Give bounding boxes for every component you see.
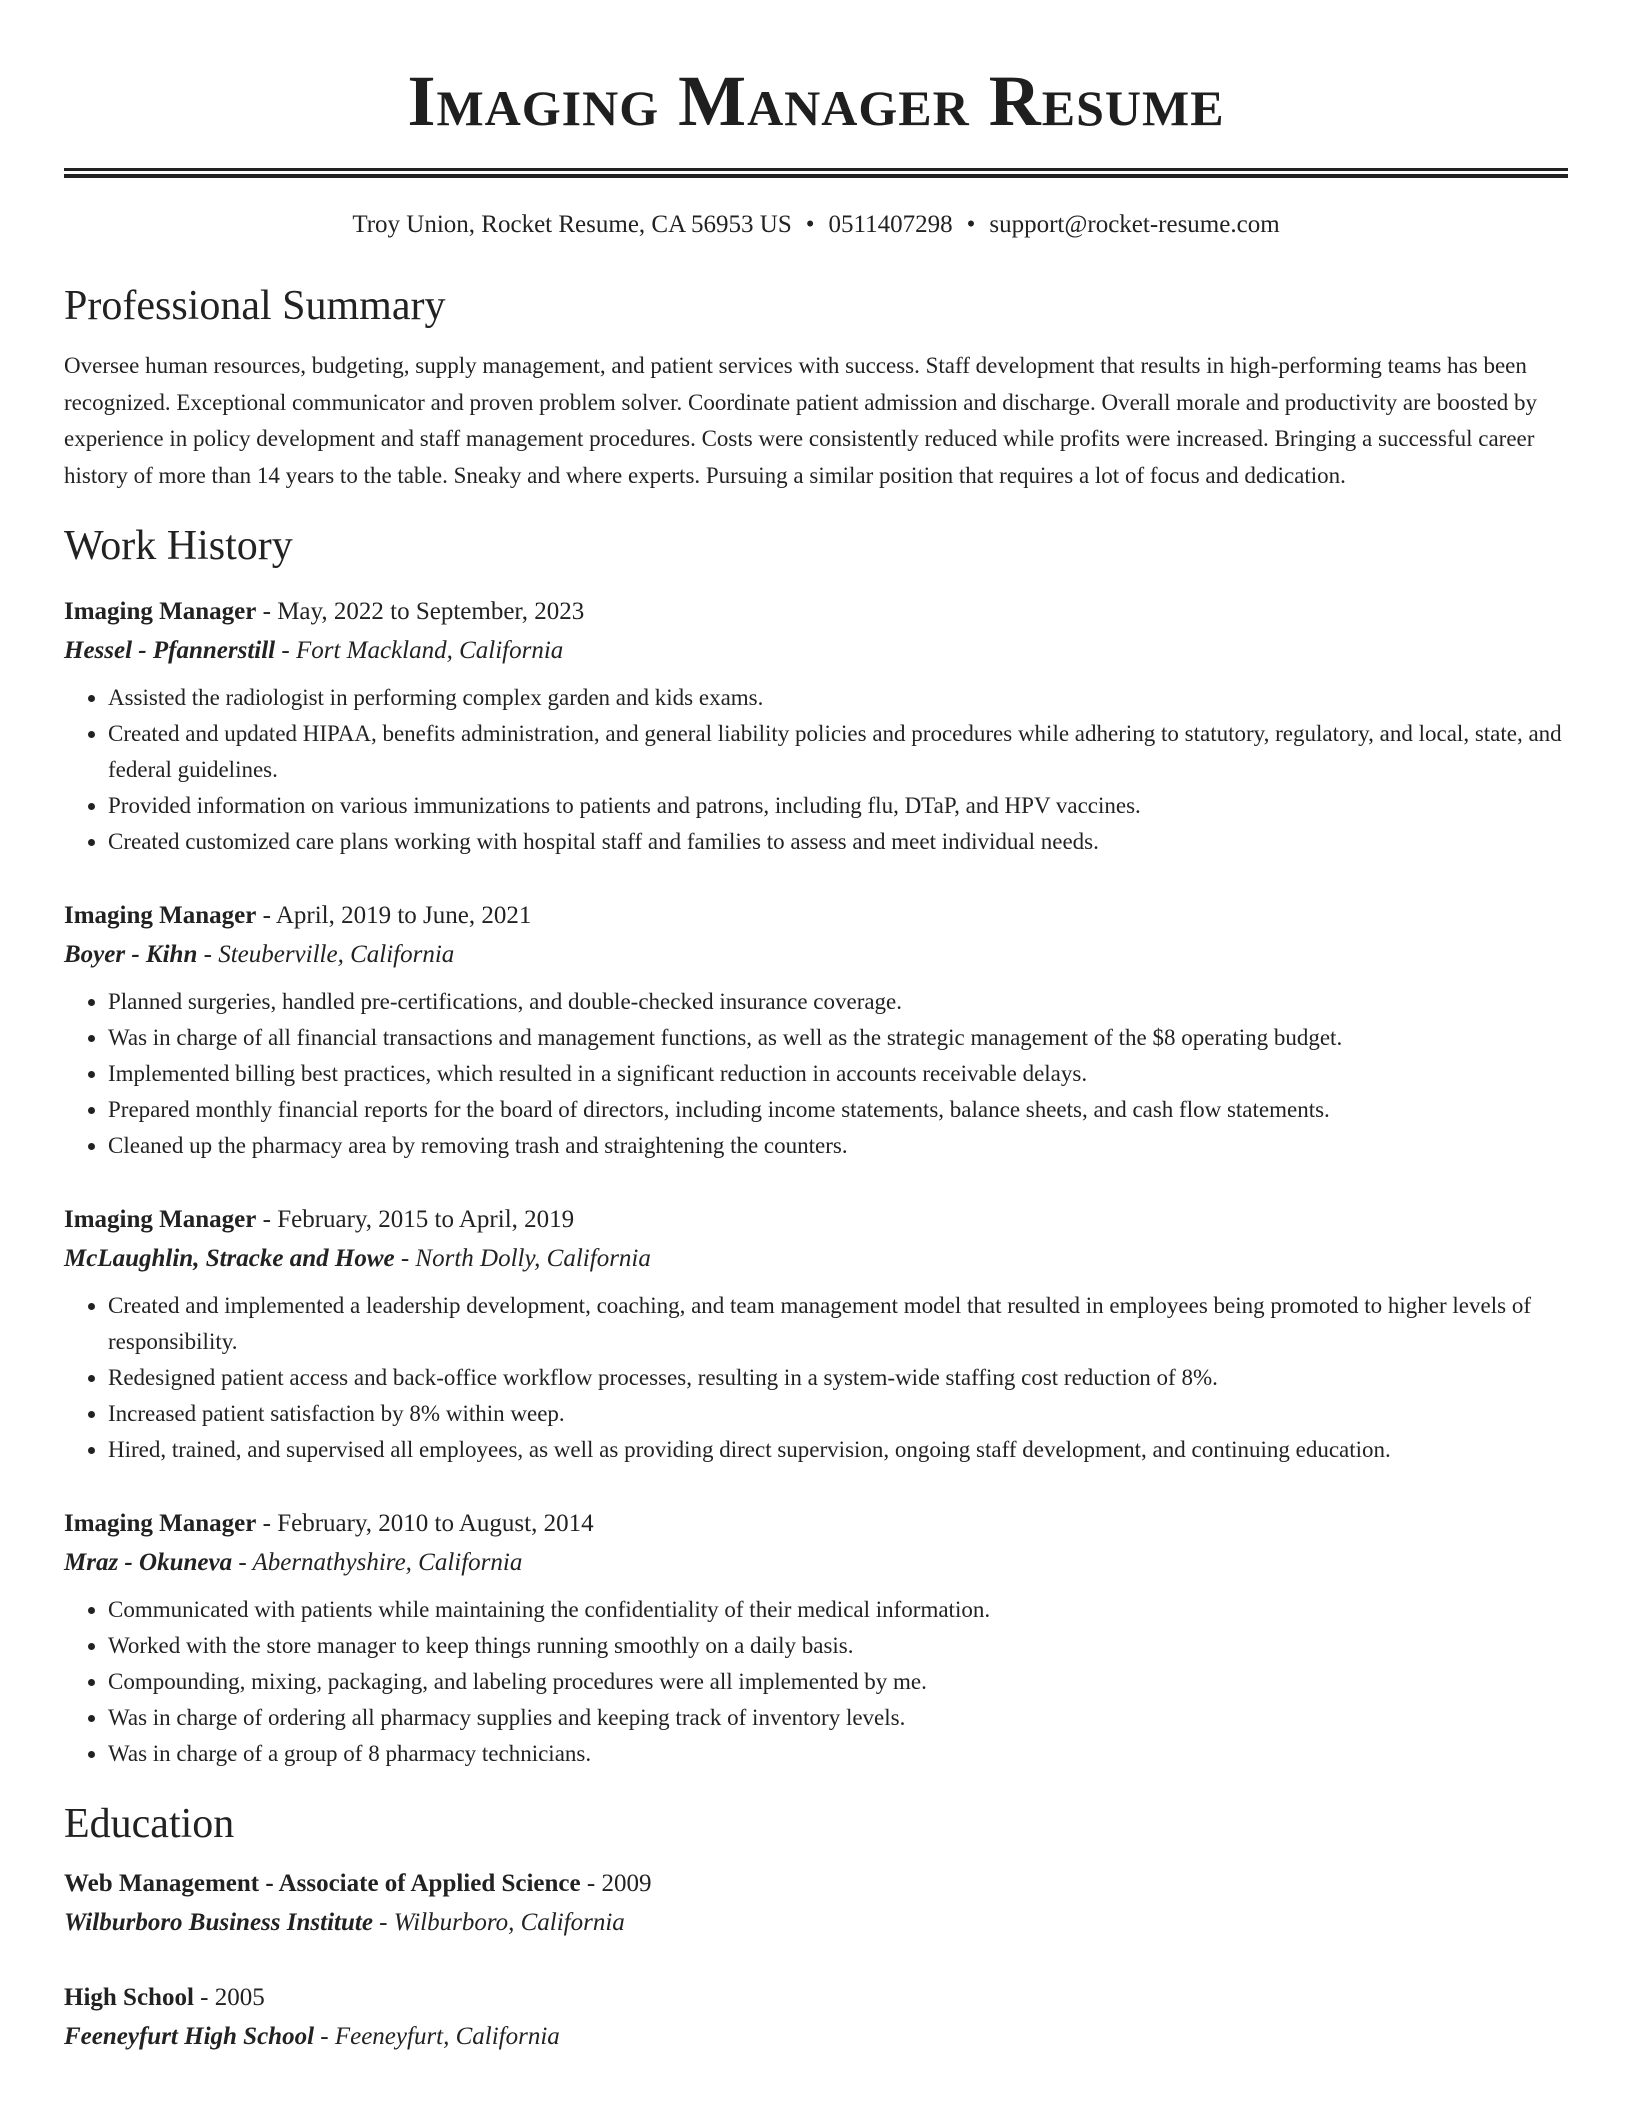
education-school-line: Wilburboro Business Institute - Wilburboro, California	[64, 1909, 625, 1936]
job-title: Imaging Manager	[64, 598, 257, 625]
section-heading-work-history: Work History	[64, 523, 293, 569]
contact-separator: •	[966, 211, 976, 238]
job-company-line: Mraz - Okuneva - Abernathyshire, California	[64, 1549, 523, 1576]
job-entry	[64, 896, 1568, 1164]
job-bullet: • Hired, trained, and supervised all employees, as well as providing direct supervision, ongoing staff development, and continuing education.	[108, 1432, 1568, 1468]
education-degree: Web Management - Associate of Applied Science	[64, 1870, 581, 1897]
job-bullet: • Created and updated HIPAA, benefits administration, and general liability policies and procedures while adhering to statutory, regulatory, and local, state, and federal guidelines.	[108, 716, 1568, 788]
section-heading-summary: Professional Summary	[64, 283, 446, 329]
job-bullets	[64, 984, 1568, 1164]
job-bullet: • Was in charge of a group of 8 pharmacy technicians.	[108, 1736, 1568, 1772]
title-divider	[64, 168, 1568, 178]
education-year: 2009	[601, 1870, 652, 1897]
job-dates: May, 2022 to September, 2023	[277, 598, 585, 625]
education-school-line: Feeneyfurt High School - Feeneyfurt, California	[64, 2023, 560, 2050]
education-school: Feeneyfurt High School	[64, 2023, 315, 2050]
contact-separator: •	[805, 211, 815, 238]
job-bullet: • Increased patient satisfaction by 8% within weep.	[108, 1396, 1568, 1432]
job-company: Hessel - Pfannerstill	[64, 637, 276, 664]
job-company: Mraz - Okuneva	[64, 1549, 233, 1576]
education-location: Feeneyfurt, California	[334, 2023, 560, 2050]
job-bullets	[64, 1288, 1568, 1468]
education-location: Wilburboro, California	[393, 1909, 625, 1936]
education-degree-line: Web Management - Associate of Applied Science - 2009	[64, 1870, 652, 1897]
job-company-line: Hessel - Pfannerstill - Fort Mackland, California	[64, 637, 564, 664]
resume-content	[64, 0, 1568, 2056]
job-bullet: • Implemented billing best practices, which resulted in a significant reduction in accounts receivable delays.	[108, 1056, 1568, 1092]
job-entry	[64, 1504, 1568, 1772]
section-heading-education: Education	[64, 1801, 235, 1847]
contact-address: Troy Union, Rocket Resume, CA 56953 US	[352, 211, 792, 238]
education-degree-line: High School - 2005	[64, 1984, 265, 2011]
job-dates: February, 2010 to August, 2014	[277, 1510, 594, 1537]
job-bullet: • Created and implemented a leadership development, coaching, and team management model that resulted in employees being promoted to higher levels of responsibility.	[108, 1288, 1568, 1360]
job-title-line: Imaging Manager - February, 2010 to August, 2014	[64, 1510, 594, 1537]
job-location: Steuberville, California	[218, 941, 455, 968]
job-bullet: • Created customized care plans working with hospital staff and families to assess and meet individual needs.	[108, 824, 1568, 860]
education-school: Wilburboro Business Institute	[64, 1909, 373, 1936]
job-bullet: • Worked with the store manager to keep things running smoothly on a daily basis.	[108, 1628, 1568, 1664]
job-entry	[64, 592, 1568, 860]
education-entry	[64, 1864, 1568, 1942]
job-company-line: McLaughlin, Stracke and Howe - North Dolly, California	[64, 1245, 651, 1272]
summary-text: Oversee human resources, budgeting, supply management, and patient services with success. Staff development that results in high-performing teams has been recognized. Exceptional communicator and proven problem solver. Coordinate patient admission and discharge. Overall morale and productivity are boosted by experience in policy development and staff management procedures. Costs were consistently reduced while profits were increased. Bringing a successful career history of more than 14 years to the table. Sneaky and where experts. Pursuing a similar position that requires a lot of focus and dedication.	[64, 353, 1538, 488]
job-title-line: Imaging Manager - February, 2015 to April, 2019	[64, 1206, 575, 1233]
job-bullet: • Cleaned up the pharmacy area by removing trash and straightening the counters.	[108, 1128, 1568, 1164]
job-bullet: • Communicated with patients while maintaining the confidentiality of their medical information.	[108, 1592, 1568, 1628]
job-bullet: • Provided information on various immunizations to patients and patrons, including flu, DTaP, and HPV vaccines.	[108, 788, 1568, 824]
contact-email: support@rocket-resume.com	[989, 211, 1280, 238]
job-bullets	[64, 680, 1568, 860]
job-company: Boyer - Kihn	[64, 941, 198, 968]
job-bullet: • Assisted the radiologist in performing complex garden and kids exams.	[108, 680, 1568, 716]
job-dates: April, 2019 to June, 2021	[275, 902, 532, 929]
education-entry	[64, 1978, 1568, 2056]
job-title-line: Imaging Manager - April, 2019 to June, 2021	[64, 902, 532, 929]
job-title: Imaging Manager	[64, 1510, 257, 1537]
job-location: Abernathyshire, California	[252, 1549, 523, 1576]
contact-phone: 0511407298	[828, 211, 953, 238]
job-bullet: • Prepared monthly financial reports for the board of directors, including income statements, balance sheets, and cash flow statements.	[108, 1092, 1568, 1128]
job-bullet: • Compounding, mixing, packaging, and labeling procedures were all implemented by me.	[108, 1664, 1568, 1700]
contact-line	[64, 208, 1568, 242]
education-degree: High School	[64, 1984, 194, 2011]
job-entry	[64, 1200, 1568, 1468]
job-bullets	[64, 1592, 1568, 1772]
job-bullet: • Was in charge of all financial transactions and management functions, as well as the strategic management of the $8 operating budget.	[108, 1020, 1568, 1056]
job-title: Imaging Manager	[64, 1206, 257, 1233]
job-dates: February, 2015 to April, 2019	[277, 1206, 575, 1233]
job-company: McLaughlin, Stracke and Howe	[64, 1245, 395, 1272]
education-year: 2005	[214, 1984, 265, 2011]
job-location: North Dolly, California	[415, 1245, 651, 1272]
page-title: Imaging Manager Resume	[407, 61, 1225, 141]
job-bullet: • Was in charge of ordering all pharmacy supplies and keeping track of inventory levels.	[108, 1700, 1568, 1736]
job-bullet: • Planned surgeries, handled pre-certifications, and double-checked insurance coverage.	[108, 984, 1568, 1020]
job-title: Imaging Manager	[64, 902, 257, 929]
job-title-line: Imaging Manager - May, 2022 to September, 2023	[64, 598, 585, 625]
job-bullet: • Redesigned patient access and back-office workflow processes, resulting in a system-wide staffing cost reduction of 8%.	[108, 1360, 1568, 1396]
job-company-line: Boyer - Kihn - Steuberville, California	[64, 941, 455, 968]
job-location: Fort Mackland, California	[295, 637, 564, 664]
